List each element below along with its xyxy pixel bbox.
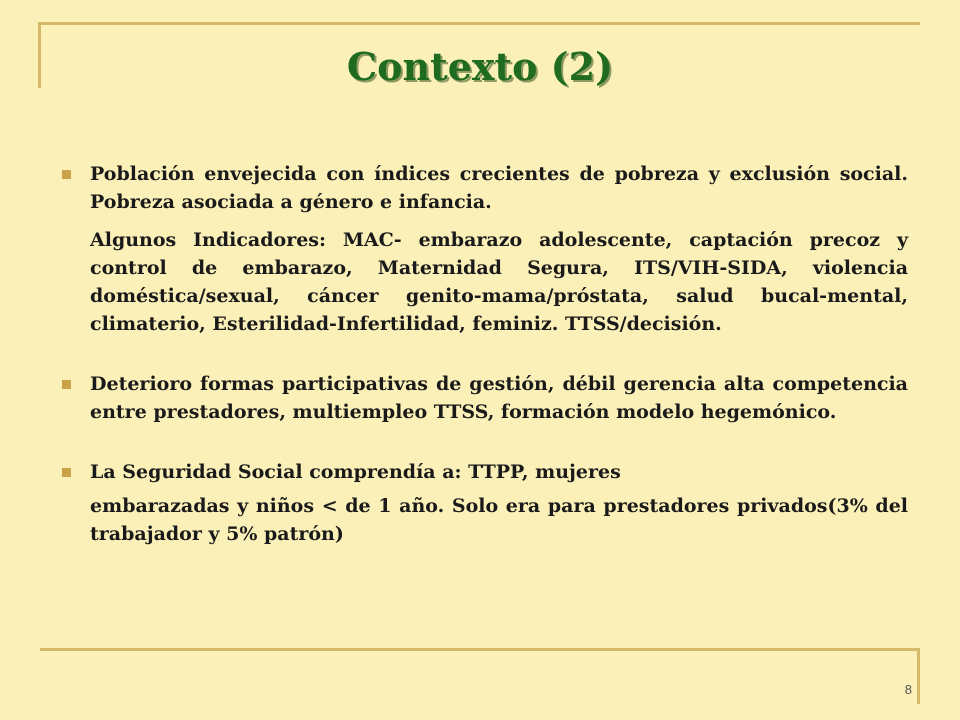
right-accent-line <box>917 648 920 704</box>
bullet-continuation: Algunos Indicadores: MAC- embarazo adolescente, captación precoz y control de embarazo, Maternidad Segura, ITS/VIH-SIDA, violencia doméstica/sexual, cáncer genito-mama/próstata, salud bucal-mental, climaterio, Esterilidad-Infertilidad, feminiz. TTSS/decisión. <box>90 229 908 335</box>
top-rule <box>38 22 920 25</box>
bullet-item <box>62 370 908 426</box>
slide-body <box>62 160 908 548</box>
slide-title: Contexto (2) <box>346 44 614 89</box>
bullet-text: La Seguridad Social comprendía a: TTPP, mujeres <box>90 461 621 483</box>
bullet-item <box>62 160 908 216</box>
square-bullet-icon <box>62 468 71 477</box>
bullet-item <box>62 458 908 486</box>
square-bullet-icon <box>62 380 71 389</box>
page-number: 8 <box>904 682 912 697</box>
bullet-continuation: embarazadas y niños < de 1 año. Solo era para prestadores privados(3% del trabajador y 5% patrón) <box>90 495 908 545</box>
bullet-text: Población envejecida con índices crecientes de pobreza y exclusión social. Pobreza asociada a género e infancia. <box>90 163 908 213</box>
bullet-text: Deterioro formas participativas de gestión, débil gerencia alta competencia entre prestadores, multiempleo TTSS, formación modelo hegemónico. <box>90 373 908 423</box>
square-bullet-icon <box>62 170 71 179</box>
bottom-rule <box>40 648 920 651</box>
